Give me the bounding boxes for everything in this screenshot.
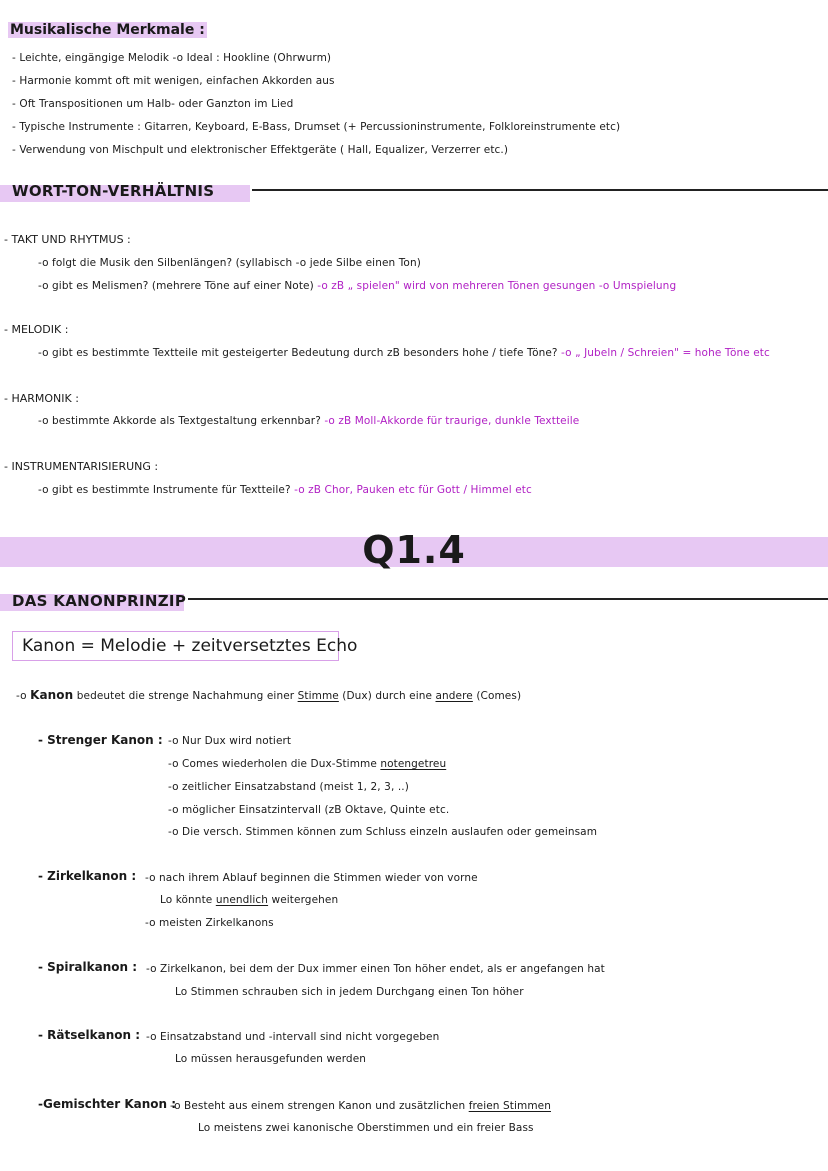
note-text: -o „ Jubeln / Schreien" = hohe Töne etc	[561, 347, 770, 359]
underlined-term: freien Stimmen	[468, 1100, 551, 1112]
bullet-text: -o bestimmte Akkorde als Textgestaltung erkennbar?	[38, 415, 321, 427]
list-item: - Oft Transpositionen um Halb- oder Ganzton im Lied	[12, 98, 294, 110]
note-text: -o zB Moll-Akkorde für traurige, dunkle Textteile	[324, 415, 580, 427]
underlined-term: notengetreu	[380, 758, 447, 770]
bullet-line	[38, 280, 676, 292]
bullet-text: -o gibt es Melismen? (mehrere Töne auf einer Note)	[38, 280, 314, 292]
list-item: - Typische Instrumente : Gitarren, Keyboard, E-Bass, Drumset (+ Percussioninstrumente, Folkloreinstrumente etc)	[12, 121, 621, 133]
bullet-line: -o meisten Zirkelkanons	[145, 917, 274, 929]
subheading-melodik: - MELODIK :	[4, 323, 69, 336]
bullet-line: -o zeitlicher Einsatzabstand (meist 1, 2, 3, ..)	[168, 781, 409, 793]
section-heading-musikalische-merkmale: Musikalische Merkmale :	[10, 22, 205, 38]
bullet-line	[170, 1100, 551, 1112]
note-text: -o zB „ spielen" wird von mehreren Tönen gesungen -o Umspielung	[317, 280, 677, 292]
list-item: - Harmonie kommt oft mit wenigen, einfachen Akkorden aus	[12, 75, 335, 87]
intro-text: (Comes)	[476, 690, 522, 702]
term-raetselkanon: - Rätselkanon :	[38, 1028, 141, 1042]
bullet-text: -o gibt es bestimmte Instrumente für Textteile?	[38, 484, 291, 496]
note-text: -o zB Chor, Pauken etc für Gott / Himmel etc	[294, 484, 532, 496]
bullet-line	[168, 758, 446, 770]
subheading-instrumentarisierung: - INSTRUMENTARISIERUNG :	[4, 460, 159, 473]
bullet-line: -o Einsatzabstand und -intervall sind nicht vorgegeben	[146, 1031, 440, 1043]
bullet-line: -o Zirkelkanon, bei dem der Dux immer einen Ton höher endet, als er angefangen hat	[146, 963, 605, 975]
bullet-text: -o gibt es bestimmte Textteile mit gesteigerter Bedeutung durch zB besonders hohe / tiefe Töne?	[38, 347, 558, 359]
underlined-term: andere	[435, 690, 473, 702]
bullet-line: Lo müssen herausgefunden werden	[175, 1053, 367, 1065]
list-item: - Verwendung von Mischpult und elektronischer Effektgeräte ( Hall, Equalizer, Verzerrer etc.)	[12, 144, 509, 156]
list-item: - Leichte, eingängige Melodik -o Ideal : Hookline (Ohrwurm)	[12, 52, 332, 64]
bullet-line: -o möglicher Einsatzintervall (zB Oktave, Quinte etc.	[168, 804, 450, 816]
bullet-line: -o Nur Dux wird notiert	[168, 735, 292, 747]
bullet-line: Lo meistens zwei kanonische Oberstimmen und ein freier Bass	[198, 1122, 534, 1134]
subheading-harmonik: - HARMONIK :	[4, 392, 79, 405]
bullet-text: -o Comes wiederholen die Dux-Stimme	[168, 758, 377, 770]
bullet-line	[38, 484, 532, 496]
intro-text: (Dux) durch eine	[342, 690, 433, 702]
bullet-line: -o Die versch. Stimmen können zum Schluss einzeln auslaufen oder gemeinsam	[168, 826, 598, 838]
bullet-text: Lo könnte	[160, 894, 213, 906]
intro-text: bedeutet die strenge Nachahmung einer	[76, 690, 295, 702]
bullet-text: weitergehen	[271, 894, 339, 906]
bullet-text: -o Besteht aus einem strengen Kanon und zusätzlichen	[170, 1100, 466, 1112]
section-heading-kanonprinzip: DAS KANONPRINZIP	[12, 592, 187, 610]
definition-text: Kanon = Melodie + zeitversetztes Echo	[22, 636, 358, 656]
bullet-line: -o folgt die Musik den Silbenlängen? (syllabisch -o jede Silbe einen Ton)	[38, 257, 421, 269]
bullet-line: Lo Stimmen schrauben sich in jedem Durchgang einen Ton höher	[175, 986, 524, 998]
term-strenger-kanon: - Strenger Kanon :	[38, 733, 163, 747]
subheading-takt: - TAKT UND RHYTMUS :	[4, 233, 131, 246]
term-zirkelkanon: - Zirkelkanon :	[38, 869, 137, 883]
section-heading-wort-ton: WORT-TON-VERHÄLTNIS	[12, 182, 215, 200]
bullet-line	[38, 347, 770, 359]
bullet-line	[160, 894, 338, 906]
underlined-term: Stimme	[297, 690, 339, 702]
bullet-line	[38, 415, 579, 427]
divider	[252, 189, 828, 191]
divider	[188, 598, 828, 600]
term-gemischter-kanon: -Gemischter Kanon :	[38, 1097, 177, 1111]
term-spiralkanon: - Spiralkanon :	[38, 960, 138, 974]
chapter-title: Q1.4	[362, 528, 466, 572]
intro-line	[16, 688, 521, 702]
arrow-prefix: -o	[16, 690, 27, 702]
term-kanon: Kanon	[30, 688, 74, 702]
bullet-line: -o nach ihrem Ablauf beginnen die Stimmen wieder von vorne	[145, 872, 478, 884]
underlined-term: unendlich	[215, 894, 269, 906]
